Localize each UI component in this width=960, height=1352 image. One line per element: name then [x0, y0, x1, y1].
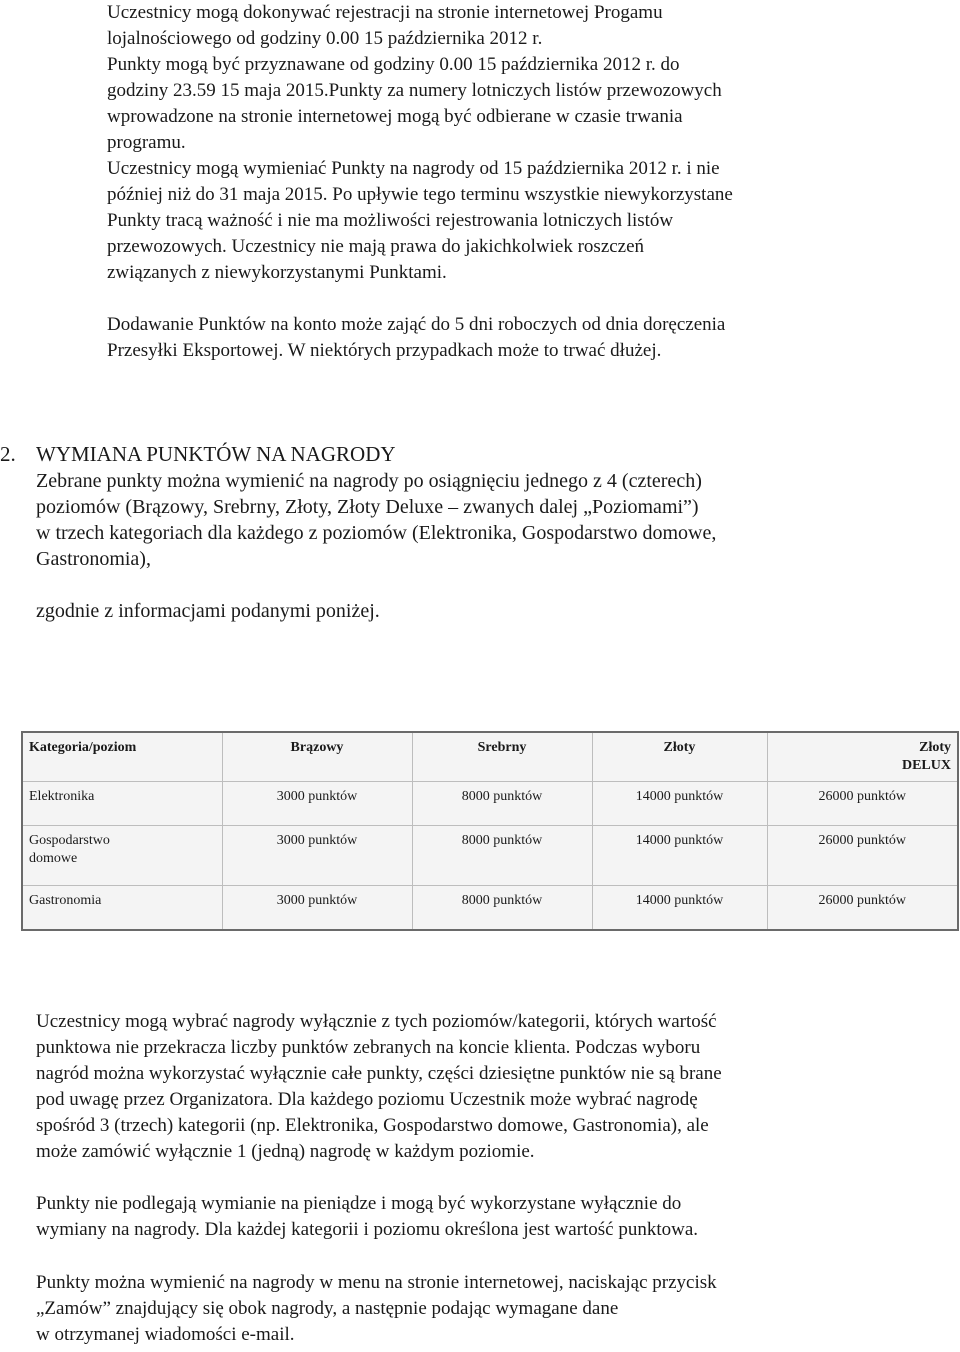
table-header-row	[22, 732, 958, 782]
terms-paragraph-processing	[107, 312, 725, 364]
text-line: zgodnie z informacjami podanymi poniżej.	[36, 600, 380, 622]
text-line: Uczestnicy mogą wybrać nagrody wyłącznie z tych poziomów/kategorii, których wartość	[36, 1011, 717, 1032]
value-cell: 14000 punktów	[592, 886, 767, 930]
text-line: Gastronomia),	[36, 548, 151, 570]
text-line: Punkty można wymienić na nagrody w menu na stronie internetowej, naciskając przycisk	[36, 1272, 717, 1293]
text-line: godziny 23.59 15 maja 2015.Punkty za numery lotniczych listów przewozowych	[107, 80, 722, 101]
text-line: punktowa nie przekracza liczby punktów zebranych na koncie klienta. Podczas wyboru	[36, 1037, 701, 1058]
value-cell: 8000 punktów	[412, 782, 592, 826]
header-gold-delux-line1: Złoty	[919, 740, 951, 755]
terms-paragraph-registration	[107, 0, 733, 286]
section-number: 2.	[0, 442, 16, 466]
category-label: Gospodarstwo	[29, 833, 110, 848]
header-bronze: Brązowy	[222, 732, 412, 782]
value-cell: 3000 punktów	[222, 826, 412, 886]
value-cell: 3000 punktów	[222, 886, 412, 930]
category-cell	[22, 782, 222, 826]
text-line: pod uwagę przez Organizatora. Dla każdego poziomu Uczestnik może wybrać nagrodę	[36, 1089, 698, 1110]
table-row	[22, 782, 958, 826]
text-line: później niż do 31 maja 2015. Po upływie tego terminu wszystkie niewykorzystane	[107, 184, 733, 205]
table-row	[22, 886, 958, 930]
text-line: nagród można wykorzystać wyłącznie całe punkty, części dziesiętne punktów nie są brane	[36, 1063, 722, 1084]
text-line: wymiany na nagrody. Dla każdej kategorii i poziomu określona jest wartość punktowa.	[36, 1219, 699, 1240]
text-line: spośród 3 (trzech) kategorii (np. Elektronika, Gospodarstwo domowe, Gastronomia), ale	[36, 1115, 709, 1136]
category-cell	[22, 826, 222, 886]
points-levels-table	[21, 731, 959, 931]
terms-paragraph-menu	[36, 1270, 717, 1348]
table-row	[22, 826, 958, 886]
header-category: Kategoria/poziom	[22, 732, 222, 782]
text-line: „Zamów” znajdujący się obok nagrody, a następnie podając wymagane dane	[36, 1298, 619, 1319]
terms-paragraph-according	[36, 598, 380, 624]
terms-paragraph-money	[36, 1191, 698, 1243]
value-cell: 26000 punktów	[767, 826, 958, 886]
terms-paragraph-choose	[36, 1009, 722, 1165]
text-line: Punkty nie podlegają wymianie na pieniądze i mogą być wykorzystane wyłącznie do	[36, 1193, 682, 1214]
value-cell: 8000 punktów	[412, 886, 592, 930]
text-line: lojalnościowego od godziny 0.00 15 października 2012 r.	[107, 28, 543, 49]
category-cell	[22, 886, 222, 930]
text-line: Dodawanie Punktów na konto może zająć do 5 dni roboczych od dnia doręczenia	[107, 314, 726, 335]
text-line: wprowadzone na stronie internetowej mogą być odbierane w czasie trwania	[107, 106, 683, 127]
text-line: Uczestnicy mogą wymieniać Punkty na nagrody od 15 października 2012 r. i nie	[107, 158, 720, 179]
text-line: Zebrane punkty można wymienić na nagrody po osiągnięciu jednego z 4 (czterech)	[36, 470, 702, 492]
text-line: w trzech kategoriach dla każdego z poziomów (Elektronika, Gospodarstwo domowe,	[36, 522, 717, 544]
category-label: Elektronika	[29, 789, 95, 804]
text-line: programu.	[107, 132, 186, 153]
header-gold-delux-line2: DELUX	[901, 758, 951, 773]
text-line: Przesyłki Eksportowej. W niektórych przypadkach może to trwać dłużej.	[107, 340, 662, 361]
text-line: Punkty tracą ważność i nie ma możliwości rejestrowania lotniczych listów	[107, 210, 674, 231]
text-line: Uczestnicy mogą dokonywać rejestracji na stronie internetowej Progamu	[107, 2, 663, 23]
header-silver: Srebrny	[412, 732, 592, 782]
value-cell: 8000 punktów	[412, 826, 592, 886]
category-label-line2: domowe	[29, 851, 78, 866]
value-cell: 26000 punktów	[767, 782, 958, 826]
text-line: poziomów (Brązowy, Srebrny, Złoty, Złoty Deluxe – zwanych dalej „Poziomami”)	[36, 496, 699, 518]
category-label: Gastronomia	[29, 893, 102, 908]
text-line: przewozowych. Uczestnicy nie mają prawa do jakichkolwiek roszczeń	[107, 236, 645, 257]
header-gold: Złoty	[592, 732, 767, 782]
value-cell: 14000 punktów	[592, 826, 767, 886]
value-cell: 14000 punktów	[592, 782, 767, 826]
terms-paragraph-levels	[36, 468, 716, 572]
value-cell: 3000 punktów	[222, 782, 412, 826]
section-title: WYMIANA PUNKTÓW NA NAGRODY	[36, 442, 396, 466]
text-line: w otrzymanej wiadomości e-mail.	[36, 1324, 295, 1345]
value-cell: 26000 punktów	[767, 886, 958, 930]
text-line: Punkty mogą być przyznawane od godziny 0.00 15 października 2012 r. do	[107, 54, 680, 75]
text-line: może zamówić wyłącznie 1 (jedną) nagrodę w każdym poziomie.	[36, 1141, 535, 1162]
header-gold-delux	[767, 732, 958, 782]
text-line: związanych z niewykorzystanymi Punktami.	[107, 262, 447, 283]
